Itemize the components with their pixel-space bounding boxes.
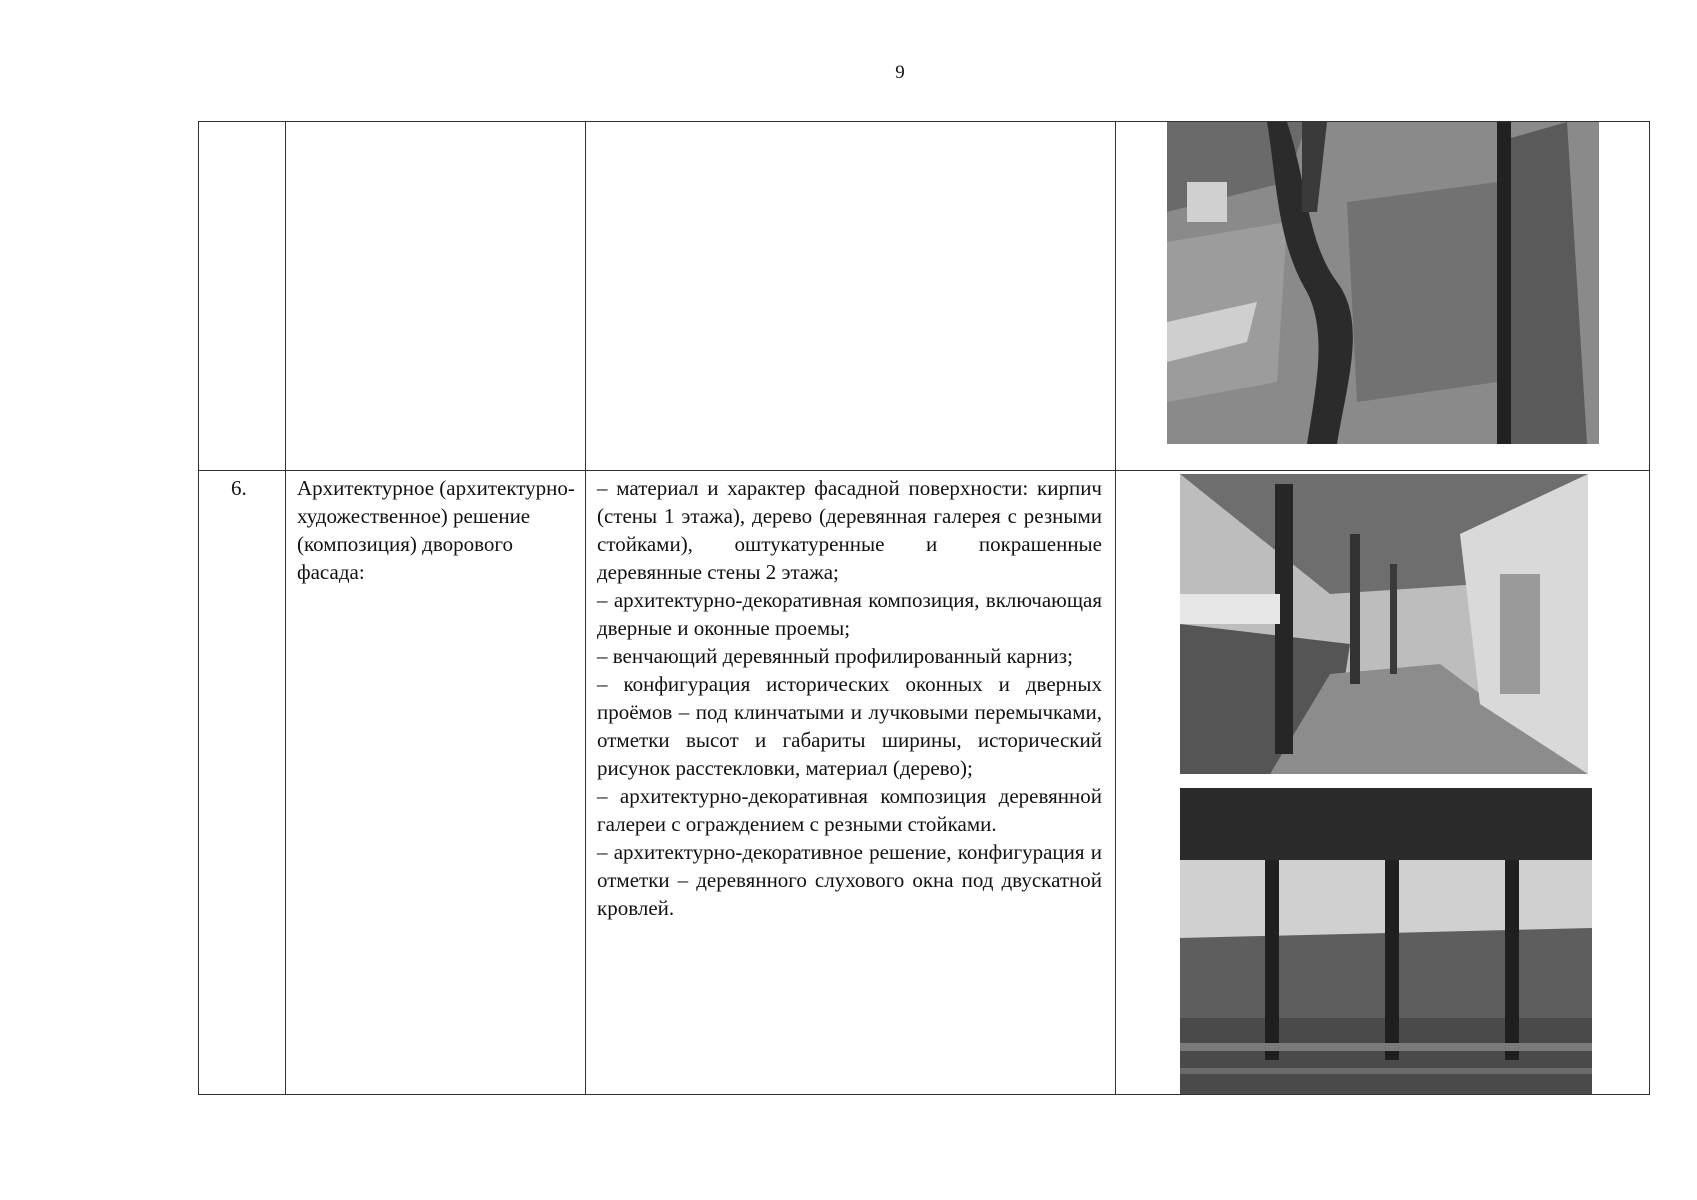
feature-item: – венчающий деревянный профилированный карниз; xyxy=(597,644,1073,668)
element-name: Архитектурное (архитектурно-художественное) решение (композиция) дворового фасада: xyxy=(297,476,575,584)
facade-drainpipe-photo xyxy=(1167,122,1599,444)
column-divider xyxy=(285,122,286,1094)
page-number: 9 xyxy=(895,62,905,83)
row-number: 6. xyxy=(231,476,247,500)
gallery-corridor-image xyxy=(1180,474,1588,774)
feature-item: – архитектурно-декоративная композиция деревянной галереи с ограждением с резными стойками. xyxy=(597,784,1102,836)
feature-item: – архитектурно-декоративное решение, конфигурация и отметки – деревянного слухового окна под двускатной кровлей. xyxy=(597,840,1102,920)
facade-drainpipe-image xyxy=(1167,122,1599,444)
column-divider xyxy=(1115,122,1116,1094)
document-table xyxy=(198,121,1650,1095)
column-divider xyxy=(585,122,586,1094)
feature-item: – конфигурация исторических оконных и дверных проёмов – под клинчатыми и лучковыми перемычками, отметки высот и габариты ширины, исторический рисунок расстекловки, материал (дерево); xyxy=(597,672,1102,780)
gallery-railing-photo xyxy=(1180,788,1592,1094)
feature-item: – архитектурно-декоративная композиция, включающая дверные и оконные проемы; xyxy=(597,588,1102,640)
protected-features-list xyxy=(597,474,1102,922)
gallery-railing-image xyxy=(1180,788,1592,1094)
feature-item: – материал и характер фасадной поверхности: кирпич (стены 1 этажа), дерево (деревянная галерея с резными стойками), оштукатуренные и покрашенные деревянные стены 2 этажа; xyxy=(597,476,1102,584)
row-divider xyxy=(199,470,1649,471)
gallery-corridor-photo xyxy=(1180,474,1588,774)
